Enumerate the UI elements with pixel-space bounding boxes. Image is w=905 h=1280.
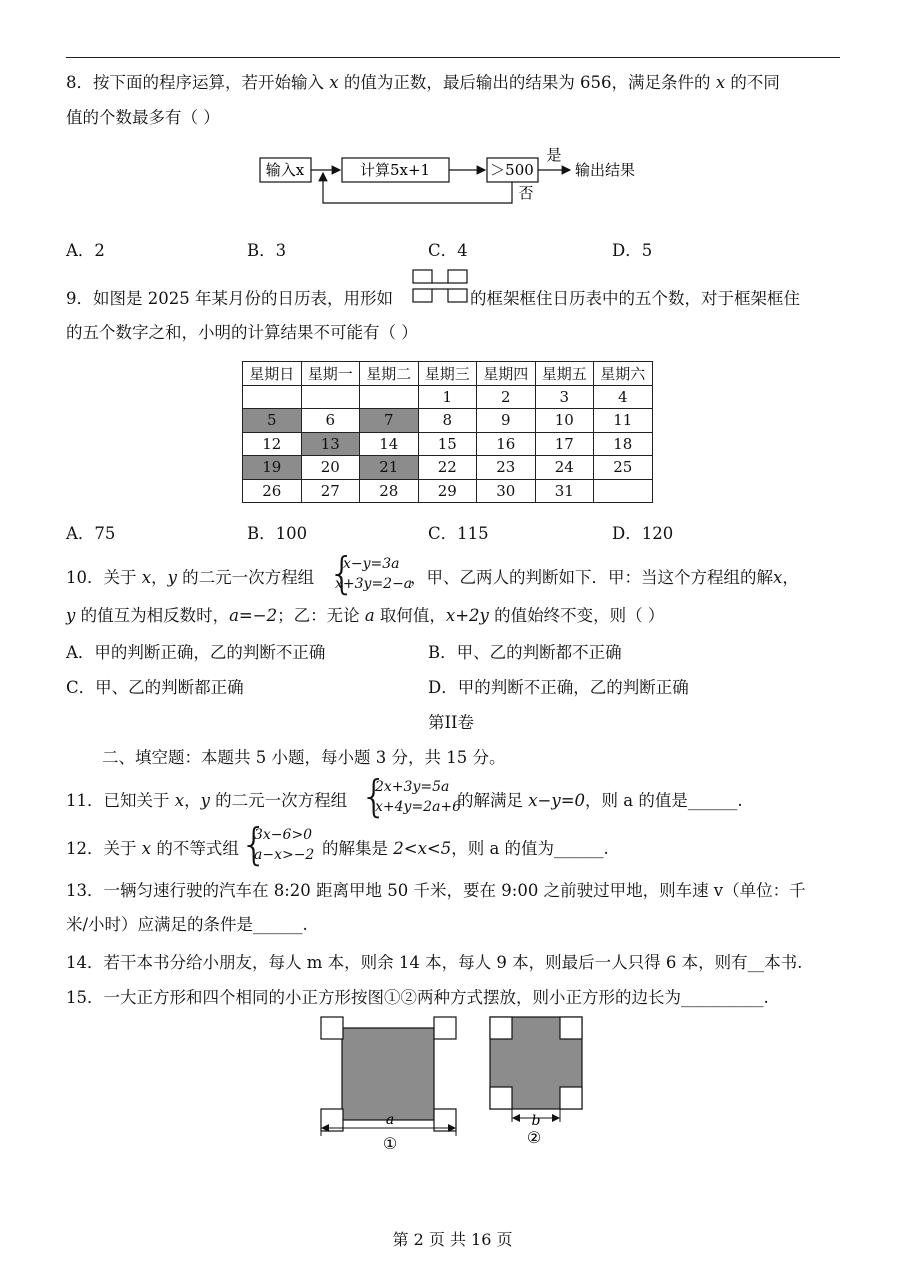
flow-compare-text: ＞500 <box>490 161 534 179</box>
calendar-cell: 30 <box>477 479 536 503</box>
flow-input-text: 输入x <box>265 161 305 179</box>
header-rule <box>66 57 840 58</box>
calendar-cell: 26 <box>243 479 302 503</box>
calendar-cell: 28 <box>360 479 419 503</box>
q9-option-b: B．100 <box>247 524 308 543</box>
calendar-header: 星期五 <box>535 362 594 386</box>
q10-line2-d: 的值始终不变，则（ ） <box>494 606 665 625</box>
figure-1 <box>321 1017 456 1153</box>
calendar-header-row <box>243 362 653 386</box>
q9-frame-icon <box>409 268 471 304</box>
q10-line2 <box>66 605 664 627</box>
q11-after: 的解满足 <box>457 791 523 810</box>
section-title: 第II卷 <box>428 713 475 732</box>
calendar-cell: 16 <box>477 432 536 456</box>
calendar-cell: 9 <box>477 409 536 433</box>
q10-comma: ， <box>151 568 168 587</box>
q10-option-a: A．甲的判断正确，乙的判断不正确 <box>66 643 326 662</box>
calendar-cell <box>594 479 653 503</box>
calendar-cell: 14 <box>360 432 419 456</box>
q12-mid: 的不等式组 <box>156 839 239 858</box>
q10-eq2: x+3y=2−a <box>335 576 413 592</box>
section-intro: 二、填空题：本题共 5 小题，每小题 3 分，共 15 分。 <box>102 748 506 767</box>
q8-text-b: 的值为正数，最后输出的结果为 656，满足条件的 <box>343 73 711 92</box>
q10-prefix: 10．关于 <box>66 568 137 587</box>
q11-eq1: 2x+3y=5a <box>375 779 450 795</box>
q11-eq2: x+4y=2a+6 <box>375 799 462 815</box>
q10-comma2: ， <box>782 568 799 587</box>
page-footer: 第 2 页 共 16 页 <box>392 1230 513 1249</box>
q10-line2-y: y <box>66 606 76 625</box>
fig2-number: ② <box>526 1128 542 1147</box>
calendar-cell-shaded: 7 <box>360 409 419 433</box>
q10-option-b: B．甲、乙的判断都不正确 <box>428 643 622 662</box>
calendar-cell: 11 <box>594 409 653 433</box>
q10-line2-var: a <box>364 606 375 625</box>
calendar-cell: 24 <box>535 456 594 480</box>
q12-brace: { <box>240 819 268 870</box>
q10-line2-expr: x+2y <box>445 606 489 625</box>
calendar-row <box>243 456 653 480</box>
q10-brace: { <box>328 548 356 599</box>
q10-line1-end-text: ，甲、乙两人的判断如下．甲：当这个方程组的解 <box>410 568 773 587</box>
flow-yes-text: 是 <box>546 146 562 164</box>
q12-eq2: a−x>−2 <box>254 847 315 863</box>
q15-text: 15．一大正方形和四个相同的小正方形按图①②两种方式摆放，则小正方形的边长为__________. <box>66 988 769 1007</box>
q12-eq1: 3x−6>0 <box>254 827 313 843</box>
q9-option-a: A．75 <box>66 524 116 543</box>
q8-var-x2: x <box>715 73 726 92</box>
q11-end: ，则 a 的值是______. <box>585 791 743 810</box>
flow-output-text: 输出结果 <box>575 161 636 179</box>
q8-flowchart <box>255 142 665 208</box>
q12-var-x: x <box>141 839 152 858</box>
q10-mid: 的二元一次方程组 <box>182 568 315 587</box>
calendar-cell: 6 <box>301 409 360 433</box>
calendar-cell: 23 <box>477 456 536 480</box>
calendar-row <box>243 385 653 409</box>
calendar-row <box>243 409 653 433</box>
calendar-cell: 20 <box>301 456 360 480</box>
q14-text: 14．若干本书分给小朋友，每人 m 本，则余 14 本，每人 9 本，则最后一人只得 6 本，则有__本书. <box>66 953 803 972</box>
calendar-cell: 18 <box>594 432 653 456</box>
calendar-cell-shaded: 5 <box>243 409 302 433</box>
calendar-cell: 3 <box>535 385 594 409</box>
q8-text-a: 8．按下面的程序运算，若开始输入 <box>66 73 324 92</box>
calendar-header: 星期四 <box>477 362 536 386</box>
q12-line-end <box>322 838 609 860</box>
q10-line1-end <box>410 567 799 589</box>
calendar-cell: 15 <box>418 432 477 456</box>
calendar-cell <box>243 385 302 409</box>
q9-line1-a: 9．如图是 2025 年某月份的日历表，用形如 <box>66 289 393 308</box>
q8-line1 <box>66 72 780 94</box>
figure-2 <box>490 1017 582 1147</box>
calendar-table <box>242 361 653 503</box>
q9-option-d: D．120 <box>612 524 674 543</box>
q11-mid: 的二元一次方程组 <box>215 791 348 810</box>
q11-brace: { <box>360 771 388 822</box>
q9-line1-b: 的框架框住日历表中的五个数，对于框架框住 <box>470 289 800 308</box>
q10-option-d: D．甲的判断不正确，乙的判断正确 <box>428 678 689 697</box>
calendar-cell-shaded: 19 <box>243 456 302 480</box>
calendar-cell: 12 <box>243 432 302 456</box>
calendar-cell: 22 <box>418 456 477 480</box>
calendar-cell: 2 <box>477 385 536 409</box>
calendar-cell: 1 <box>418 385 477 409</box>
q13-line1: 13．一辆匀速行驶的汽车在 8:20 距离甲地 50 千米，要在 9:00 之前驶过甲地，则车速 v（单位：千 <box>66 881 806 900</box>
q12-end: ，则 a 的值为______. <box>451 839 609 858</box>
calendar-cell: 17 <box>535 432 594 456</box>
flow-compute-text: 计算5x+1 <box>359 161 431 179</box>
fig1-label-a: a <box>385 1112 395 1128</box>
calendar-header: 星期二 <box>360 362 419 386</box>
q8-option-d: D．5 <box>612 241 653 260</box>
q10-line2-c: 取何值， <box>379 606 446 625</box>
q11-cond: x−y=0 <box>528 791 586 810</box>
calendar-cell-shaded: 21 <box>360 456 419 480</box>
q12-line-start <box>66 838 239 860</box>
calendar-row <box>243 479 653 503</box>
calendar-cell: 27 <box>301 479 360 503</box>
calendar-header: 星期一 <box>301 362 360 386</box>
q11-line-start <box>66 790 347 812</box>
calendar-cell: 4 <box>594 385 653 409</box>
q11-line-end <box>457 790 743 812</box>
fig2-label-b: b <box>531 1113 541 1129</box>
q10-option-c: C．甲、乙的判断都正确 <box>66 678 244 697</box>
q10-var-x2: x <box>773 568 783 587</box>
q15-figures <box>315 1012 595 1157</box>
flow-no-text: 否 <box>518 184 534 202</box>
q11-var-y: y <box>200 791 210 810</box>
calendar-cell: 8 <box>418 409 477 433</box>
calendar-row <box>243 432 653 456</box>
q12-after: 的解集是 <box>322 839 388 858</box>
q8-line2: 值的个数最多有（ ） <box>66 108 220 127</box>
calendar-cell: 10 <box>535 409 594 433</box>
q10-line1-start <box>66 567 314 589</box>
calendar-header: 星期日 <box>243 362 302 386</box>
q12-cond: 2<x<5 <box>393 839 452 858</box>
q11-comma: ， <box>184 791 201 810</box>
q10-line2-cond: a=−2 <box>229 606 278 625</box>
q8-option-a: A．2 <box>66 241 105 260</box>
calendar-cell: 31 <box>535 479 594 503</box>
q8-var-x1: x <box>329 73 339 92</box>
calendar-cell <box>360 385 419 409</box>
q10-eq1: x−y=3a <box>343 556 400 572</box>
q12-prefix: 12．关于 <box>66 839 137 858</box>
q9-option-c: C．115 <box>428 524 489 543</box>
q11-var-x: x <box>174 791 185 810</box>
q11-prefix: 11．已知关于 <box>66 791 170 810</box>
q10-line2-a: 的值互为相反数时， <box>80 606 230 625</box>
q10-var-y: y <box>167 568 177 587</box>
q8-option-b: B．3 <box>247 241 287 260</box>
calendar-header: 星期六 <box>594 362 653 386</box>
calendar-header: 星期三 <box>418 362 477 386</box>
calendar-cell: 29 <box>418 479 477 503</box>
q10-line2-b: ；乙：无论 <box>277 606 360 625</box>
q8-text-c: 的不同 <box>730 73 780 92</box>
fig1-number: ① <box>382 1134 398 1153</box>
q9-line2: 的五个数字之和，小明的计算结果不可能有（ ） <box>66 323 418 342</box>
q13-line2: 米/小时）应满足的条件是______. <box>66 915 308 934</box>
q8-option-c: C．4 <box>428 241 468 260</box>
calendar-cell-shaded: 13 <box>301 432 360 456</box>
calendar-cell <box>301 385 360 409</box>
calendar-cell: 25 <box>594 456 653 480</box>
q10-var-x: x <box>141 568 152 587</box>
